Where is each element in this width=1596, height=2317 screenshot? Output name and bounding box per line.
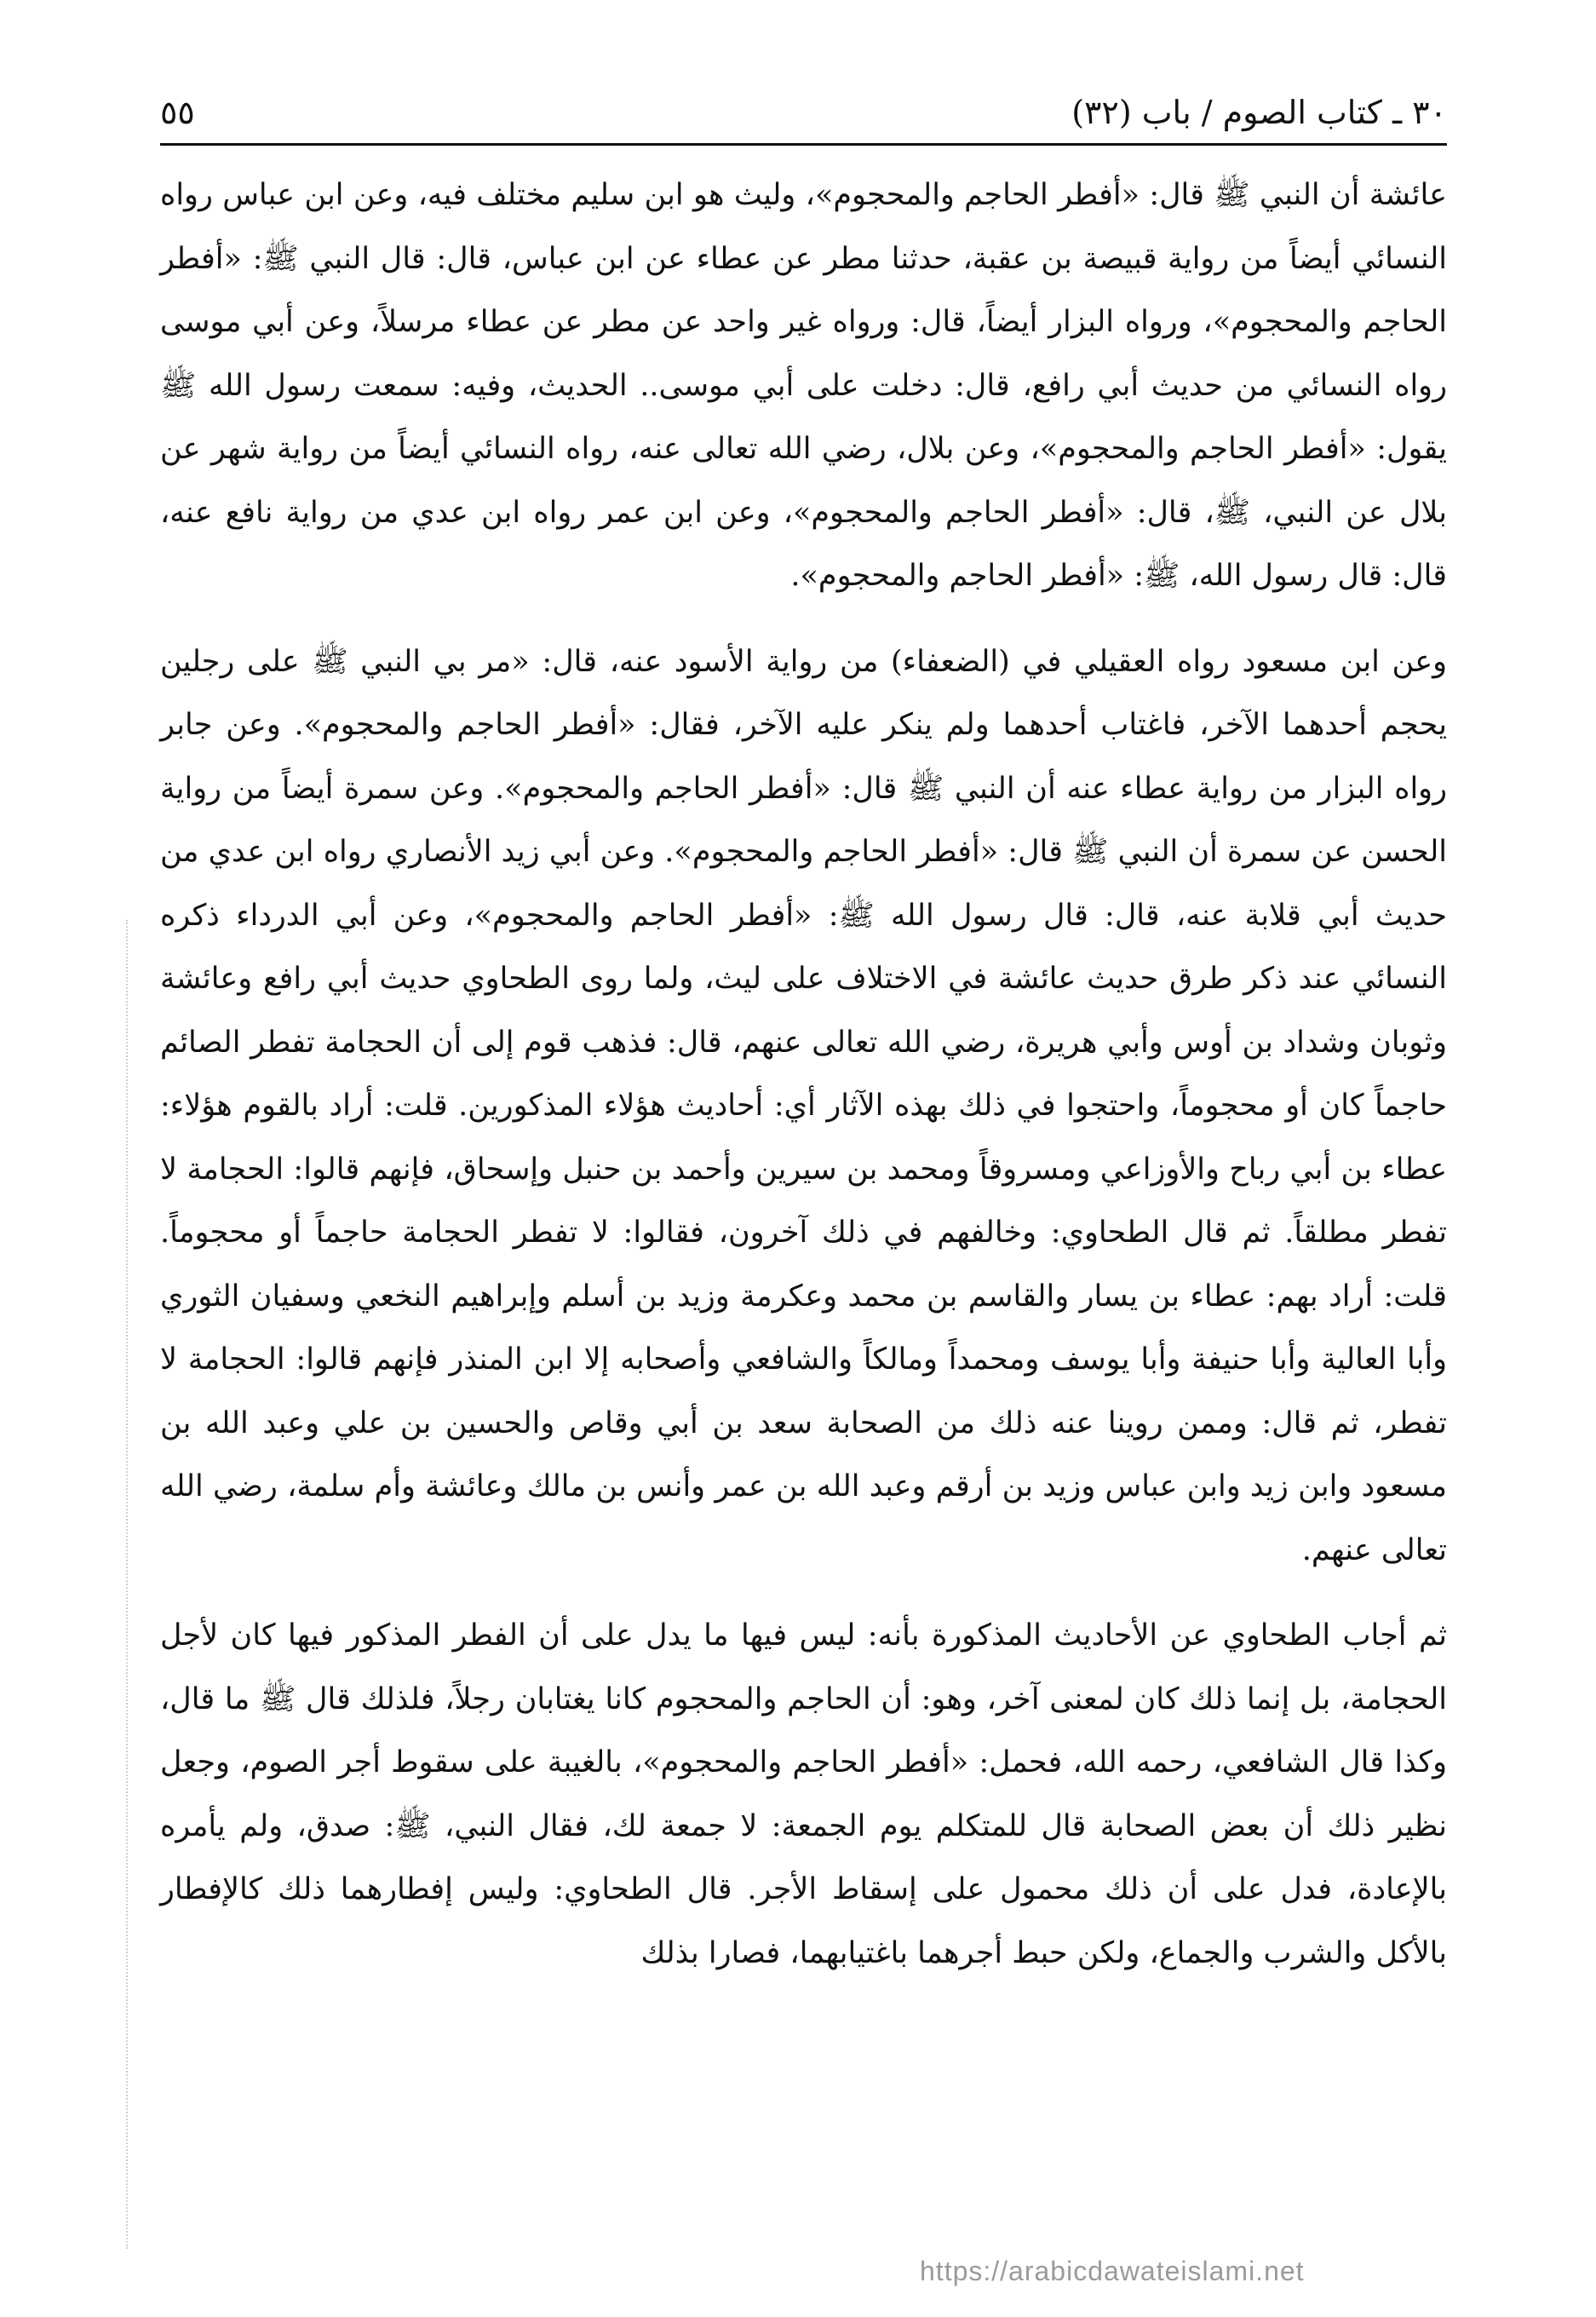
watermark-url: https://arabicdawateislami.net bbox=[920, 2256, 1305, 2286]
page-header bbox=[160, 85, 1447, 140]
page-number: ٥٥ bbox=[160, 94, 195, 131]
page-body bbox=[160, 164, 1447, 2007]
paragraph: عائشة أن النبي ﷺ قال: «أفطر الحاجم والمحجوم»، وليث هو ابن سليم مختلف فيه، وعن ابن عباس رواه النسائي أيضاً من رواية قبيصة بن عقبة، حدثنا مطر عن عطاء عن ابن عباس، قال: قال النبي ﷺ: «أفطر الحاجم والمحجوم»، ورواه البزار أيضاً، قال: ورواه غير واحد عن مطر عن عطاء مرسلاً، وعن أبي موسى رواه النسائي من حديث أبي رافع، قال: دخلت على أبي موسى.. الحديث، وفيه: سمعت رسول الله ﷺ يقول: «أفطر الحاجم والمحجوم»، وعن بلال، رضي الله تعالى عنه، رواه النسائي أيضاً من رواية شهر عن بلال عن النبي، ﷺ، قال: «أفطر الحاجم والمحجوم»، وعن ابن عمر رواه ابن عدي من رواية نافع عنه، قال: قال رسول الله، ﷺ: «أفطر الحاجم والمحجوم». bbox=[160, 178, 1447, 593]
paragraph: ثم أجاب الطحاوي عن الأحاديث المذكورة بأنه: ليس فيها ما يدل على أن الفطر المذكور فيها كان لأجل الحجامة، بل إنما ذلك كان لمعنى آخر، وهو: أن الحاجم والمحجوم كانا يغتابان رجلاً، فلذلك قال ﷺ ما قال، وكذا قال الشافعي، رحمه الله، فحمل: «أفطر الحاجم والمحجوم»، بالغيبة على سقوط أجر الصوم، وجعل نظير ذلك أن بعض الصحابة قال للمتكلم يوم الجمعة: لا جمعة لك، فقال النبي، ﷺ: صدق، ولم يأمره بالإعادة، فدل على أن ذلك محمول على إسقاط الأجر. قال الطحاوي: وليس إفطارهما ذلك كالإفطار بالأكل والشرب والجماع، ولكن حبط أجرهما باغتيابهما، فصارا بذلك bbox=[160, 1618, 1447, 1970]
paragraph: وعن ابن مسعود رواه العقيلي في (الضعفاء) من رواية الأسود عنه، قال: «مر بي النبي ﷺ على رجلين يحجم أحدهما الآخر، فاغتاب أحدهما ولم ينكر عليه الآخر، فقال: «أفطر الحاجم والمحجوم». وعن جابر رواه البزار من رواية عطاء عنه أن النبي ﷺ قال: «أفطر الحاجم والمحجوم». وعن سمرة أيضاً من رواية الحسن عن سمرة أن النبي ﷺ قال: «أفطر الحاجم والمحجوم». وعن أبي زيد الأنصاري رواه ابن عدي من حديث أبي قلابة عنه، قال: قال رسول الله ﷺ: «أفطر الحاجم والمحجوم»، وعن أبي الدرداء ذكره النسائي عند ذكر طرق حديث عائشة في الاختلاف على ليث، ولما روى الطحاوي حديث أبي رافع وعائشة وثوبان وشداد بن أوس وأبي هريرة، رضي الله تعالى عنهم، قال: فذهب قوم إلى أن الحجامة تفطر الصائم حاجماً كان أو محجوماً، واحتجوا في ذلك بهذه الآثار أي: أحاديث هؤلاء المذكورين. قلت: أراد بالقوم هؤلاء: عطاء بن أبي رباح والأوزاعي ومسروقاً ومحمد بن سيرين وأحمد بن حنبل وإسحاق، فإنهم قالوا: الحجامة لا تفطر مطلقاً. ثم قال الطحاوي: وخالفهم في ذلك آخرون، فقالوا: لا تفطر الحجامة حاجماً أو محجوماً. قلت: أراد بهم: عطاء بن يسار والقاسم بن محمد وعكرمة وزيد بن أسلم وإبراهيم النخعي وسفيان الثوري وأبا العالية وأبا حنيفة وأبا يوسف ومحمداً ومالكاً والشافعي وأصحابه إلا ابن المنذر فإنهم قالوا: الحجامة لا تفطر، ثم قال: وممن روينا عنه ذلك من الصحابة سعد بن أبي وقاص والحسين بن علي وعبد الله بن مسعود وابن زيد وابن عباس وزيد بن أرقم وعبد الله بن عمر وأنس بن مالك وعائشة وأم سلمة، رضي الله تعالى عنهم. bbox=[160, 644, 1447, 1567]
header-rule bbox=[160, 143, 1447, 146]
running-title: ٣٠ ـ كتاب الصوم / باب (٣٢) bbox=[1071, 94, 1447, 131]
scan-margin-artifact bbox=[126, 920, 129, 2249]
